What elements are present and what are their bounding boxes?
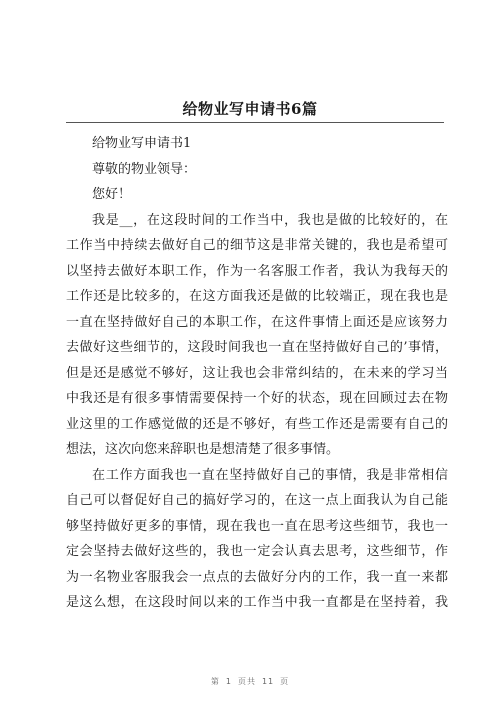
text-line: 一直在坚持做好自己的本职工作，在这件事情上面还是应该努力 bbox=[66, 314, 448, 330]
text-line: 您好！ bbox=[92, 187, 132, 202]
text-line: 是这么想，在这段时间以来的工作当中我一直都是在坚持着，我 bbox=[66, 595, 448, 610]
text-line: 以坚持去做好本职工作，作为一名客服工作者，我认为我每天的 bbox=[66, 263, 448, 279]
text-line: 给物业写申请书1 bbox=[92, 136, 192, 151]
text-line: 去做好这些细节的，这段时间我也一直在坚持做好自己的’事情， bbox=[66, 340, 448, 355]
text-line: 定会坚持去做好这些的，我也一定会认真去思考，这些细节，作 bbox=[66, 544, 448, 559]
text-line: 自己可以督促好自己的搞好学习的，在这一点上面我认为自己能 bbox=[66, 493, 448, 508]
page-footer bbox=[0, 676, 500, 687]
footer-prefix: 第 bbox=[210, 677, 220, 686]
title-divider bbox=[66, 122, 444, 123]
text-line: 想法，这次向您来辞职也是想清楚了很多事情。 bbox=[66, 442, 340, 457]
footer-page-number: 1 bbox=[225, 677, 232, 686]
footer-total-pages: 11 bbox=[261, 677, 275, 686]
text-line: 我是__，在这段时间的工作当中，我也是做的比较好的，在 bbox=[92, 212, 448, 228]
text-line: 够坚持做好更多的事情，现在我也一直在思考这些细节，我也一 bbox=[66, 518, 448, 534]
text-line: 但是还是感觉不够好，这让我也会非常纠结的，在未来的学习当 bbox=[66, 365, 448, 381]
footer-suffix: 页 bbox=[280, 677, 290, 686]
text-line: 工作还是比较多的，在这方面我还是做的比较端正，现在我也是 bbox=[66, 289, 448, 304]
document-title: 给物业写申请书6篇 bbox=[182, 100, 318, 118]
text-line: 中我还是有很多事情需要保持一个好的状态，现在回顾过去在物 bbox=[66, 391, 448, 406]
text-line: 尊敬的物业领导： bbox=[92, 161, 197, 177]
text-line: 工作当中持续去做好自己的细节这是非常关键的，我也是希望可 bbox=[66, 238, 448, 253]
footer-mid: 页共 bbox=[237, 677, 256, 686]
document-body bbox=[66, 131, 448, 616]
text-line: 在工作方面我也一直在坚持做好自己的事情，我是非常相信 bbox=[92, 467, 448, 483]
text-line: 为一名物业客服我会一点点的去做好分内的工作，我一直一来都 bbox=[66, 569, 448, 585]
text-line: 业这里的工作感觉做的还是不够好，有些工作还是需要有自己的 bbox=[66, 416, 448, 432]
